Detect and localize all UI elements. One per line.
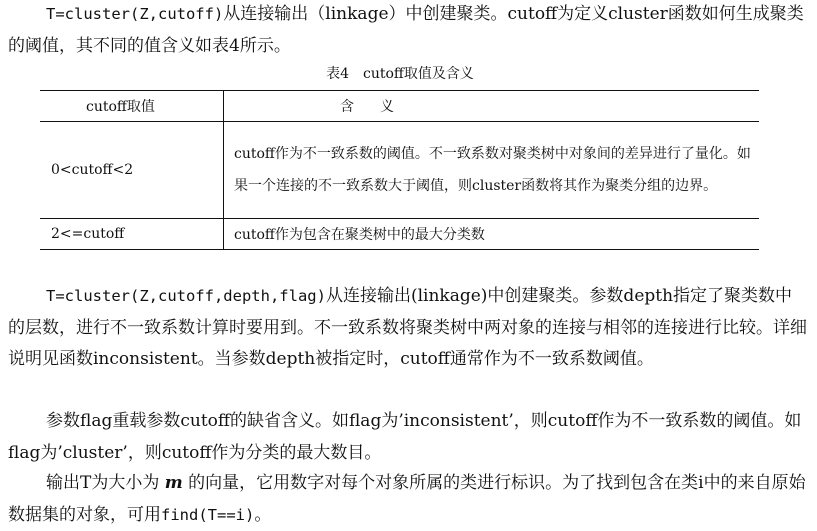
intro-text: 从连接输出（linkage）中创建聚类。cutoff为定义cluster函数如何生成聚类的阈值，其不同的值含义如表4所示。 [8, 4, 804, 56]
depth-text: 从连接输出(linkage)中创建聚类。参数depth指定了聚类数中的层数，进行不一致系数计算时要用到。不一致系数将聚类树中两对象的连接与相邻的连接进行比较。详细说明见函数inconsistent。当参数depth被指定时，cutoff通常作为不一致系数阈值。 [8, 286, 807, 369]
header-cutoff-value: cutoff取值 [40, 91, 224, 121]
find-expression: find(T==i) [161, 505, 255, 524]
cutoff-table [40, 90, 759, 250]
intro-paragraph [8, 0, 808, 62]
header-meaning: 含义 [340, 99, 420, 115]
table-header-row [40, 91, 759, 122]
depth-paragraph [8, 281, 808, 376]
flag-text: 参数flag重载参数cutoff的缺省含义。如flag为’inconsistent’，则cutoff作为不一致系数的阈值。如flag为’cluster’，则cutoff作为分类的最大数目。 [8, 411, 802, 463]
function-signature: T=cluster(Z,cutoff) [46, 5, 224, 23]
table-row [40, 219, 759, 249]
output-text-before: 输出T为大小为 [46, 473, 160, 493]
flag-paragraph [8, 406, 808, 469]
output-text-after: 的向量，它用数字对每个对象所属的类进行标识。为了找到包含在类i中的来自原始数据集的对象，可用 [8, 473, 806, 525]
output-text-end: 。 [254, 504, 272, 525]
table-row [40, 122, 759, 219]
function-signature: T=cluster(Z,cutoff,depth,flag) [46, 287, 326, 305]
variable-m: m [164, 473, 183, 493]
output-paragraph [8, 468, 808, 531]
cell-cutoff-value: 2<=cutoff [40, 219, 224, 249]
cell-meaning: cutoff作为包含在聚类树中的最大分类数 [234, 227, 485, 243]
cell-cutoff-value: 0<cutoff<2 [40, 122, 224, 218]
cell-meaning: cutoff作为不一致系数的阈值。不一致系数对聚类树中对象间的差异进行了量化。如果一个连接的不一致系数大于阈值，则cluster函数将其作为聚类分组的边界。 [234, 146, 751, 194]
table-caption: 表4 cutoff取值及含义 [326, 66, 474, 82]
